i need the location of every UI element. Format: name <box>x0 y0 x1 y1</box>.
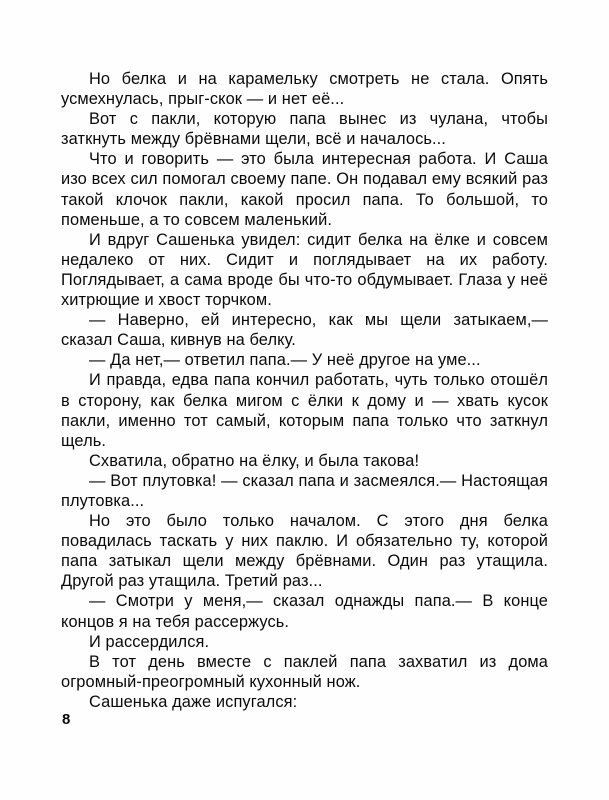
paragraph: Что и говорить — это была интересная работа. И Саша изо всех сил помогал своему папе. Он подавал ему всякий раз такой клочок пакли, какой просил папа. То большой, то поменьше, а то совсем маленький. <box>61 150 548 229</box>
paragraph: Но это было только началом. С этого дня белка повадилась таскать у них паклю. И обязательно ту, которой папа затыкал щели между брёвнами. Один раз утащила. Другой раз утащила. Третий раз... <box>61 512 548 591</box>
paragraph: Вот с пакли, которую папа вынес из чулана, чтобы заткнуть между брёвнами щели, всё и началось... <box>61 110 548 149</box>
paragraph: Сашенька даже испугался: <box>89 692 298 711</box>
paragraph: И рассердился. <box>89 632 210 651</box>
dialogue-paragraph: — Смотри у меня,— сказал однажды папа.— В конце концов я на тебя рассержусь. <box>61 592 548 631</box>
paragraph: И вдруг Сашенька увидел: сидит белка на ёлке и совсем недалеко от них. Сидит и поглядывает на их работу. Поглядывает, а сама вроде бы что-то обдумывает. Глаза у неё хитрющие и хвост торчком. <box>61 230 548 310</box>
story-text <box>61 69 548 712</box>
paragraph: Схватила, обратно на ёлку, и была такова! <box>89 451 420 470</box>
dialogue-paragraph: — Наверно, ей интересно, как мы щели затыкаем,— сказал Саша, кивнув на белку. <box>61 311 548 350</box>
paragraph: В тот день вместе с паклей папа захватил из дома огромный-преогромный кухонный нож. <box>61 652 548 691</box>
paragraph: И правда, едва папа кончил работать, чуть только отошёл в сторону, как белка мигом с ёлки к дому и — хвать кусок пакли, именно тот самый, которым папа только что заткнул щель. <box>61 371 548 450</box>
dialogue-paragraph: — Вот плутовка! — сказал папа и засмеялся.— Настоящая плутовка... <box>61 471 548 510</box>
page-number: 8 <box>62 711 71 728</box>
dialogue-paragraph: — Да нет,— ответил папа.— У неё другое на уме... <box>89 351 481 370</box>
paragraph: Но белка и на карамельку смотреть не стала. Опять усмехнулась, прыг-скок — и нет её... <box>61 70 548 109</box>
